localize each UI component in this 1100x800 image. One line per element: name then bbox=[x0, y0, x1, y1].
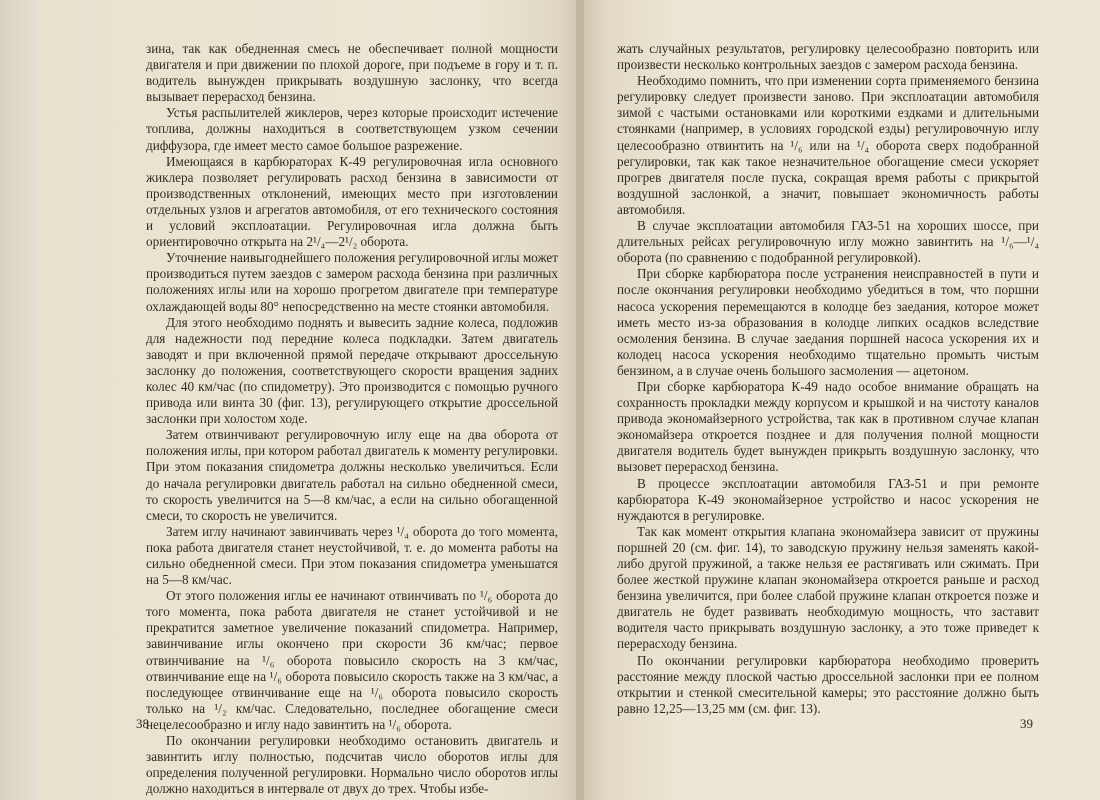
page-number-right: 39 bbox=[1020, 716, 1033, 731]
paragraph: По окончании регулировки необходимо остановить двигатель и завинтить иглу полностью, подсчитав число оборотов иглы для определения полученной регулировки. Нормально число оборотов иглы должно находиться в интервале от двух до трех. Чтобы избе- bbox=[146, 733, 558, 797]
page-number-left: 38 bbox=[136, 716, 149, 731]
paragraph: Затем отвинчивают регулировочную иглу еще на два оборота от положения иглы, при котором работал двигатель к моменту регулировки. При этом показания спидометра должны несколько увеличиться. Если до начала регулировки двигатель работал на сильно обедненной смеси, то скорость увеличится на 5—8 км/час, а если на сильно обогащенной смеси, то скорость не увеличится. bbox=[146, 427, 558, 523]
paragraph: Уточнение наивыгоднейшего положения регулировочной иглы может производиться путем заездов с замером расхода бензина при различных положениях иглы или на хорошо прогретом двигателе при температуре охлаждающей воды 80° непосредственно на месте стоянки автомобиля. bbox=[146, 250, 559, 314]
book-gutter bbox=[576, 0, 584, 800]
paragraph: Для этого необходимо поднять и вывесить задние колеса, подложив для надежности под передние колеса подкладки. Затем двигатель заводят и при включенной прямой передаче открывают дроссельную заслонку до положения, соответствующего скорости вращения задних колес 40 км/час (по спидометру). Это производится с помощью ручного привода или винта 30 (фиг. 13), регулирующего открытие дроссельной заслонки при холостом ходе. bbox=[146, 314, 558, 427]
paragraph: Затем иглу начинают завинчивать через ¹/₄ оборота до того момента, пока работа двигателя станет неустойчивой, т. е. до момента работы на сильно обедненной смеси. При этом показания спидометра уменьшатся на 5—8 км/час. bbox=[146, 523, 558, 588]
paragraph: зина, так как обедненная смесь не обеспечивает полной мощности двигателя и при движении по плохой дороге, при подъеме в гору и т. п. водитель вынужден прикрывать воздушную заслонку, что всегда вызывает перерасход бензина. bbox=[146, 41, 558, 105]
paragraph: Необходимо помнить, что при изменении сорта применяемого бензина регулировку следует произвести заново. При эксплоатации автомобиля зимой с частыми остановками или короткими ездками и длительными стоянками (например, в условиях городской езды) регулировочную иглу целесообразно отвинтить на ¹/₆ или на ¹/₄ оборота сверх подобранной регулировки, так как такое незначительное обогащение смеси ускоряет прогрев двигателя после пуска, сокращая время работы с прикрытой воздушной заслонкой, а значит, повышает экономичность работы автомобиля. bbox=[617, 73, 1039, 217]
paragraph: При сборке карбюратора К-49 надо особое внимание обращать на сохранность прокладки между корпусом и крышкой и на чистоту каналов привода экономайзерного устройства, так как в противном случае клапан экономайзера откроется позднее и для получения полной мощности двигателя водитель будет вынужден прикрыть воздушную заслонку, что вызовет перерасход бензина. bbox=[617, 378, 1039, 475]
paragraph: От этого положения иглы ее начинают отвинчивать по ¹/₆ оборота до того момента, пока работа двигателя не станет устойчивой и не прекратится заметное увеличение показаний спидометра. Например, завинчивание иглы окончено при скорости 36 км/час; первое отвинчивание на ¹/₆ оборота повысило скорость на 3 км/час, отвинчивание еще на ¹/₆ оборота повысило скорость также на 3 км/час, а последующее отвинчивание еще на ¹/₆ оборота повысило скорость только на ¹/₂ км/час. Следовательно, последнее обогащение смеси нецелесообразно и иглу надо завинтить на ¹/₆ оборота. bbox=[146, 588, 558, 732]
paragraph: В случае эксплоатации автомобиля ГАЗ-51 на хороших шоссе, при длительных рейсах регулировочную иглу можно завинтить на ¹/₆—¹/₄ оборота (по сравнению с подобранной регулировкой). bbox=[617, 218, 1039, 266]
paragraph: жать случайных результатов, регулировку целесообразно повторить или произвести несколько контрольных заездов с замером расхода бензина. bbox=[617, 41, 1039, 73]
paragraph: По окончании регулировки карбюратора необходимо проверить расстояние между плоской частью дроссельной заслонки при ее полном открытии и стенкой смесительной камеры; это расстояние должно быть равно 12,25—13,25 мм (см. фиг. 13). bbox=[617, 652, 1039, 716]
paragraph: Имеющаяся в карбюраторах К-49 регулировочная игла основного жиклера позволяет регулировать расход бензина в зависимости от производственных отклонений, имеющих место при изготовлении отдельных узлов и агрегатов автомобиля, от его технического состояния и условий эксплоатации. Регулировочная игла должна быть ориентировочно открыта на 2¹/₄—2¹/₂ оборота. bbox=[146, 153, 558, 250]
paragraph: В процессе эксплоатации автомобиля ГАЗ-51 и при ремонте карбюратора К-49 экономайзерное устройство и насос ускорения не нуждаются в регулировке. bbox=[617, 475, 1039, 523]
paragraph: При сборке карбюратора после устранения неисправностей в пути и после окончания регулировки необходимо убедиться в том, что поршни насоса ускорения перемещаются в колодце без заедания, которое может иметь место из-за образования в колодце липких осадков вследствие осмоления бензина. В случае заедания поршней насоса ускорения их и колодец насоса ускорения необходимо тщательно промыть чистым бензином, а в случае очень большого засмоления — ацетоном. bbox=[617, 266, 1039, 378]
paragraph: Так как момент открытия клапана экономайзера зависит от пружины поршней 20 (см. фиг. 14), то заводскую пружину нельзя заменять какой-либо другой пружиной, а также нельзя ее растягивать или сжимать. При более жесткой пружине клапан экономайзера откроется раньше и расход бензина увеличится, при более слабой пружине клапан откроется позже и двигатель не будет развивать необходимую мощность, что заставит водителя часто прикрывать воздушную заслонку, а это тоже приведет к перерасходу бензина. bbox=[617, 523, 1039, 652]
right-page-text bbox=[617, 41, 1039, 717]
left-page-text bbox=[146, 41, 558, 797]
paragraph: Устья распылителей жиклеров, через которые происходит истечение топлива, должны находиться в соответствующем узком сечении диффузора, где имеет место самое большое разрежение. bbox=[146, 105, 558, 153]
